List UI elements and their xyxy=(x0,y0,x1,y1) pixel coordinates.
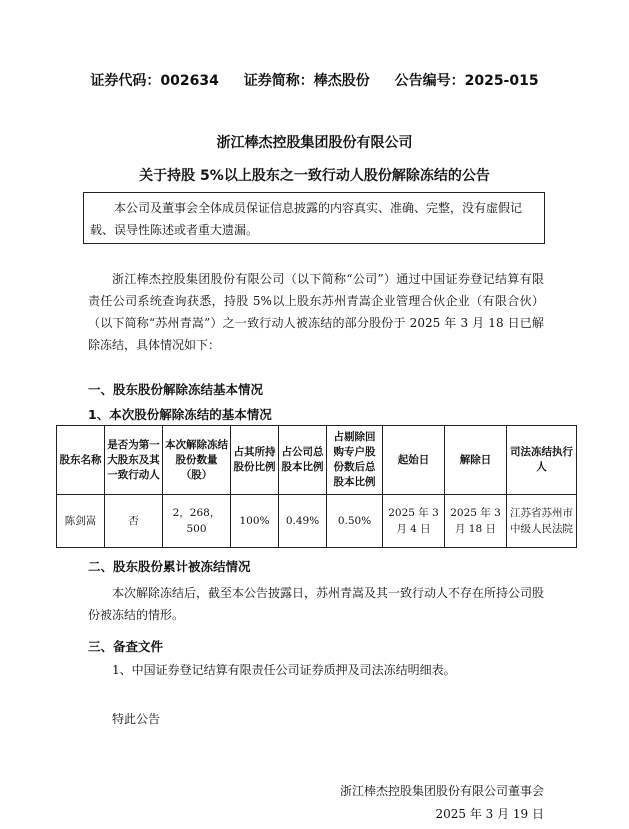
security-code: 证券代码：002634 xyxy=(90,73,219,89)
table-cell: 2025 年 3 月 4 日 xyxy=(383,495,445,548)
security-abbreviation: 证券简称：棒杰股份 xyxy=(243,73,370,89)
unfreeze-table xyxy=(56,425,577,548)
closing-text: 特此公告 xyxy=(112,712,161,726)
table-cell: 陈剑嵩 xyxy=(57,495,105,548)
table-cell: 否 xyxy=(105,495,163,548)
col-header: 是否为第一大股东及其一致行动人 xyxy=(105,426,163,495)
col-header: 解除日 xyxy=(445,426,507,495)
col-header: 股东名称 xyxy=(57,426,105,495)
table-cell: 2025 年 3 月 18 日 xyxy=(445,495,507,548)
company-name: 浙江棒杰控股集团股份有限公司 xyxy=(216,135,413,151)
section2-heading: 二、股东股份累计被冻结情况 xyxy=(88,559,251,574)
table-cell: 0.49% xyxy=(279,495,327,548)
signature-date: 2025 年 3 月 19 日 xyxy=(435,807,544,821)
disclaimer-box: 本公司及董事会全体成员保证信息披露的内容真实、准确、完整，没有虚假记载、误导性陈述或者重大遗漏。 xyxy=(83,192,545,244)
announcement-number: 公告编号：2025-015 xyxy=(394,73,539,89)
section1-subheading: 1、本次股份解除冻结的基本情况 xyxy=(88,407,272,422)
intro-paragraph: 浙江棒杰控股集团股份有限公司（以下简称“公司”）通过中国证券登记结算有限责任公司系统查询获悉，持股 5%以上股东苏州青嵩企业管理合伙企业（有限合伙）（以下简称“苏州青嵩”）之一致行动人被冻结的部分股份于 2025 年 3 月 18 日已解除冻结，具体情况如下： xyxy=(88,272,544,352)
col-header: 起始日 xyxy=(383,426,445,495)
table-header-row xyxy=(57,426,577,495)
table-cell: 100% xyxy=(231,495,279,548)
col-header: 司法冻结执行人 xyxy=(507,426,577,495)
section3-heading: 三、备查文件 xyxy=(88,639,164,654)
section3-item: 1、中国证券登记结算有限责任公司证券质押及司法冻结明细表。 xyxy=(112,663,456,677)
signature-org: 浙江棒杰控股集团股份有限公司董事会 xyxy=(339,784,544,798)
col-header: 占其所持股份比例 xyxy=(231,426,279,495)
table-cell: 0.50% xyxy=(327,495,383,548)
announcement-header xyxy=(0,70,629,90)
section2-text: 本次解除冻结后，截至本公告披露日，苏州青嵩及其一致行动人不存在所持公司股份被冻结的情形。 xyxy=(88,586,545,622)
document-title: 关于持股 5%以上股东之一致行动人股份解除冻结的公告 xyxy=(139,168,490,184)
col-header: 占剔除回购专户股份数后总股本比例 xyxy=(327,426,383,495)
col-header: 本次解除冻结股份数量（股） xyxy=(163,426,231,495)
col-header: 占公司总股本比例 xyxy=(279,426,327,495)
table-row xyxy=(57,495,577,548)
section1-heading: 一、股东股份解除冻结基本情况 xyxy=(88,382,264,397)
table-cell: 江苏省苏州市中级人民法院 xyxy=(507,495,577,548)
table-cell: 2，268，500 xyxy=(163,495,231,548)
